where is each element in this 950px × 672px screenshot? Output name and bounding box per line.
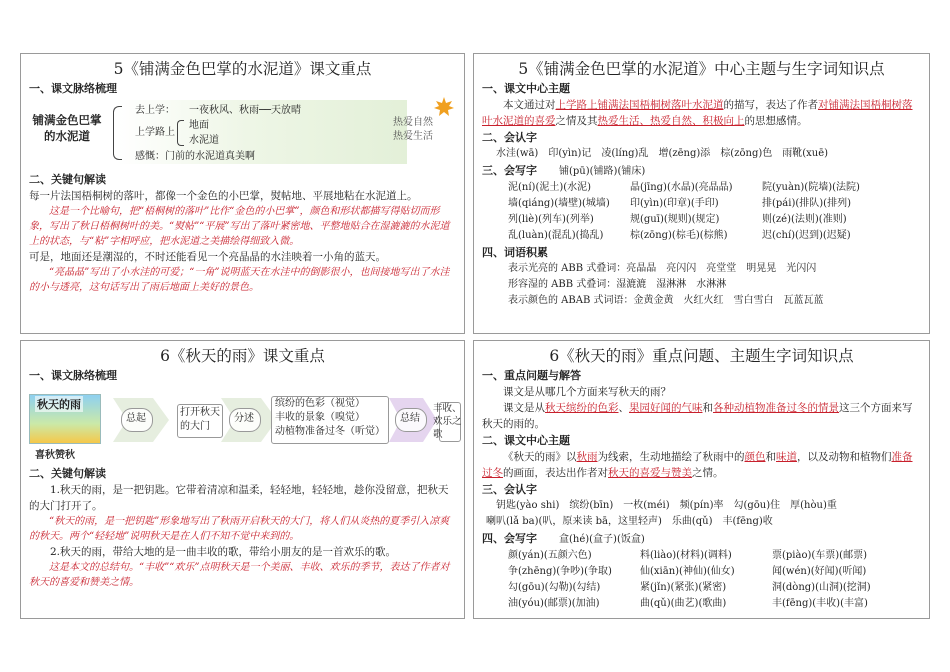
word-group: 表示颜色的 ABAB 式词语：金黄金黄 火红火红 雪白雪白 瓦蓝瓦蓝: [508, 295, 824, 306]
section-heading-qa: 一、重点问题与解答: [482, 369, 581, 382]
card-title: 6《秋天的雨》重点问题、主题生字词知识点: [549, 347, 854, 365]
maple-leaf-icon: [433, 96, 455, 118]
word-group: 形容湿的 ABB 式叠词：湿漉漉 湿淋淋 水淋淋: [508, 279, 727, 290]
write-words-grid: 泥(ní)(泥土)(水泥) 晶(jīng)(水晶)(亮晶晶) 院(yuàn)(院墙)(法院) 墙(qiáng)(墙壁)(城墙) 印(yìn)(印章)(手印) 排(pái)(排队)(排列) 列(liè)(列车)(列举) 规(guī)(规则)(规定) 则(zé)(法则)(准则) 乱(luàn)(混乱)(捣乱) 棕(zōng)(棕毛)(棕熊) 迟(chí)(迟到)(迟疑): [508, 182, 860, 241]
key-sentence: 可是，地面还是潮湿的，不时还能看见一个亮晶晶的水洼映着一小角的蓝天。: [29, 251, 386, 263]
answer: 课文是从秋天缤纷的色彩、果园好闻的气味和各种动植物准备过冬的情景这三个方面来写秋天的雨的。: [482, 402, 913, 430]
diagram-item: 缤纷的色彩（视觉）: [275, 398, 365, 409]
section-heading-write: 四、会写字 盒(hé)(盒子)(饭盒): [482, 532, 645, 545]
diagram-text-ground: 地面: [189, 120, 209, 131]
diagram-text-road: 水泥道: [189, 135, 219, 146]
picture-caption: 喜秋赞秋: [35, 450, 75, 461]
key-sentence: 1.秋天的雨，是一把钥匙。它带着清凉和温柔，轻轻地，轻轻地，趁你没留意，把秋天的大门打开了。: [29, 484, 449, 512]
key-sentence: 2.秋天的雨，带给大地的是一曲丰收的歌，带给小朋友的是一首欢乐的歌。: [50, 546, 397, 558]
section-heading-write: 三、会写字 铺(pū)(铺路)(铺床): [482, 164, 646, 177]
theme-paragraph: 本文通过对上学路上铺满法国梧桐树落叶水泥道的描写，表达了作者对铺满法国梧桐树落叶水泥道的喜爱之情及其热爱生活、热爱自然、积极向上的思想感情。: [482, 99, 913, 127]
structure-diagram: [29, 386, 462, 462]
picture-title: 秋天的雨: [37, 398, 81, 411]
diagram-item: 动植物准备过冬（听觉）: [275, 426, 385, 437]
section-heading-structure: 一、课文脉络梳理: [29, 82, 117, 95]
section-heading-theme: 二、课文中心主题: [482, 434, 570, 447]
sentence-analysis: 这是一个比喻句，把“梧桐树的落叶”比作“金色的小巴掌”，颜色和形状都描写得贴切而形象，写出了秋日梧桐树叶的美。“熨帖”“平展”写出了落叶紧密地、平整地贴合在湿漉漉的水泥道上的状态，与“粘”字相呼应，把水泥道之美描绘得细致入微。: [29, 206, 450, 247]
diagram-total-start: 总起: [126, 413, 146, 424]
sentence-analysis: “亮晶晶”写出了小水洼的可爱；“一角”说明蓝天在水洼中的倒影很小，也间接地写出了水洼的小与透亮，这句话写出了雨后地面上美好的景色。: [29, 267, 450, 293]
section-heading-words: 四、词语积累: [482, 246, 548, 259]
diagram-label-way: 上学路上: [135, 127, 175, 138]
card-title: 5《铺满金色巴掌的水泥道》课文重点: [113, 60, 372, 78]
diagram-item: 丰收的景象（嗅觉）: [275, 412, 365, 423]
card-lesson6-vocabulary: [473, 340, 930, 619]
word-group: 表示光亮的 ABB 式叠词：亮晶晶 亮闪闪 亮堂堂 明晃晃 光闪闪: [508, 263, 817, 274]
theme-paragraph: 《秋天的雨》以秋雨为线索，生动地描绘了秋雨中的颜色和味道，以及动物和植物们准备过冬的画面，表达出作者对秋天的喜爱与赞美之情。: [482, 451, 913, 479]
card-title: 6《秋天的雨》课文重点: [160, 347, 325, 365]
write-words-grid: 颜(yán)(五颜六色) 料(liào)(材料)(调料) 票(piào)(车票)(邮票) 争(zhēng)(争吵)(争取) 仙(xiān)(神仙)(仙女) 闻(wén)(好闻)(听闻) 勾(gōu)(勾勒)(勾结) 紧(jǐn)(紧张)(紧密) 洞(dòng)(山洞)(挖洞) 油(yóu)(邮票)(加油) 曲(qǔ)(曲艺)(歌曲) 丰(fēng)(丰收)(丰富): [508, 550, 871, 609]
section-heading-read: 三、会认字: [482, 483, 537, 496]
card-lesson5-key-points: [20, 53, 465, 334]
diagram-text-feeling: 感慨：门前的水泥道真美啊: [135, 151, 255, 162]
diagram-detail: 分述: [234, 413, 254, 424]
section-heading-sentences: 二、关键句解读: [29, 173, 106, 186]
diagram-song: 丰收、欢乐之歌: [433, 403, 462, 440]
diagram-label-school: 去上学：: [135, 105, 175, 116]
card-lesson5-vocabulary: [473, 53, 930, 334]
section-heading-sentences: 二、关键句解读: [29, 467, 106, 480]
read-words: 喇叭(lǎ ba)(叭，原来读 bā，这里轻声) 乐曲(qǔ) 丰(fēng)收: [486, 516, 773, 527]
read-words: 水洼(wā) 印(yìn)记 凌(líng)乱 增(zēng)添 棕(zōng)色 雨靴(xuē): [496, 148, 829, 159]
card-lesson6-key-points: [20, 340, 465, 619]
diagram-text-weather: 一夜秋风、秋雨──天放晴: [189, 105, 302, 116]
section-heading-theme: 一、课文中心主题: [482, 82, 570, 95]
diagram-open-door: 打开秋天的大门: [180, 407, 220, 432]
section-heading-structure: 一、课文脉络梳理: [29, 369, 117, 382]
key-sentence: 每一片法国梧桐树的落叶，都像一个金色的小巴掌，熨帖地、平展地粘在水泥道上。: [29, 190, 418, 202]
card-title: 5《铺满金色巴掌的水泥道》中心主题与生字词知识点: [518, 60, 885, 78]
structure-diagram: [29, 98, 456, 166]
diagram-lesson-title: 铺满金色巴掌的水泥道: [32, 113, 102, 143]
read-words: 钥匙(yào shi) 缤纷(bīn) 一枚(méi) 频(pín)率 勾(gōu)住 厚(hòu)重: [496, 500, 837, 511]
question: 课文是从哪几个方面来写秋天的雨？: [503, 386, 671, 398]
sentence-analysis: 这是本文的总结句。“丰收”“欢乐”点明秋天是一个美丽、丰收、欢乐的季节，表达了作者对秋天的喜爱和赞美之情。: [29, 562, 450, 588]
section-heading-read: 二、会认字: [482, 131, 537, 144]
diagram-theme: 热爱自然 热爱生活: [393, 117, 433, 142]
sentence-analysis: “秋天的雨，是一把钥匙”形象地写出了秋雨开启秋天的大门，将人们从炎热的夏季引入凉爽的秋天。两个“轻轻地”说明秋天是在人们不知不觉中来到的。: [29, 516, 450, 542]
diagram-total-end: 总结: [400, 413, 420, 424]
